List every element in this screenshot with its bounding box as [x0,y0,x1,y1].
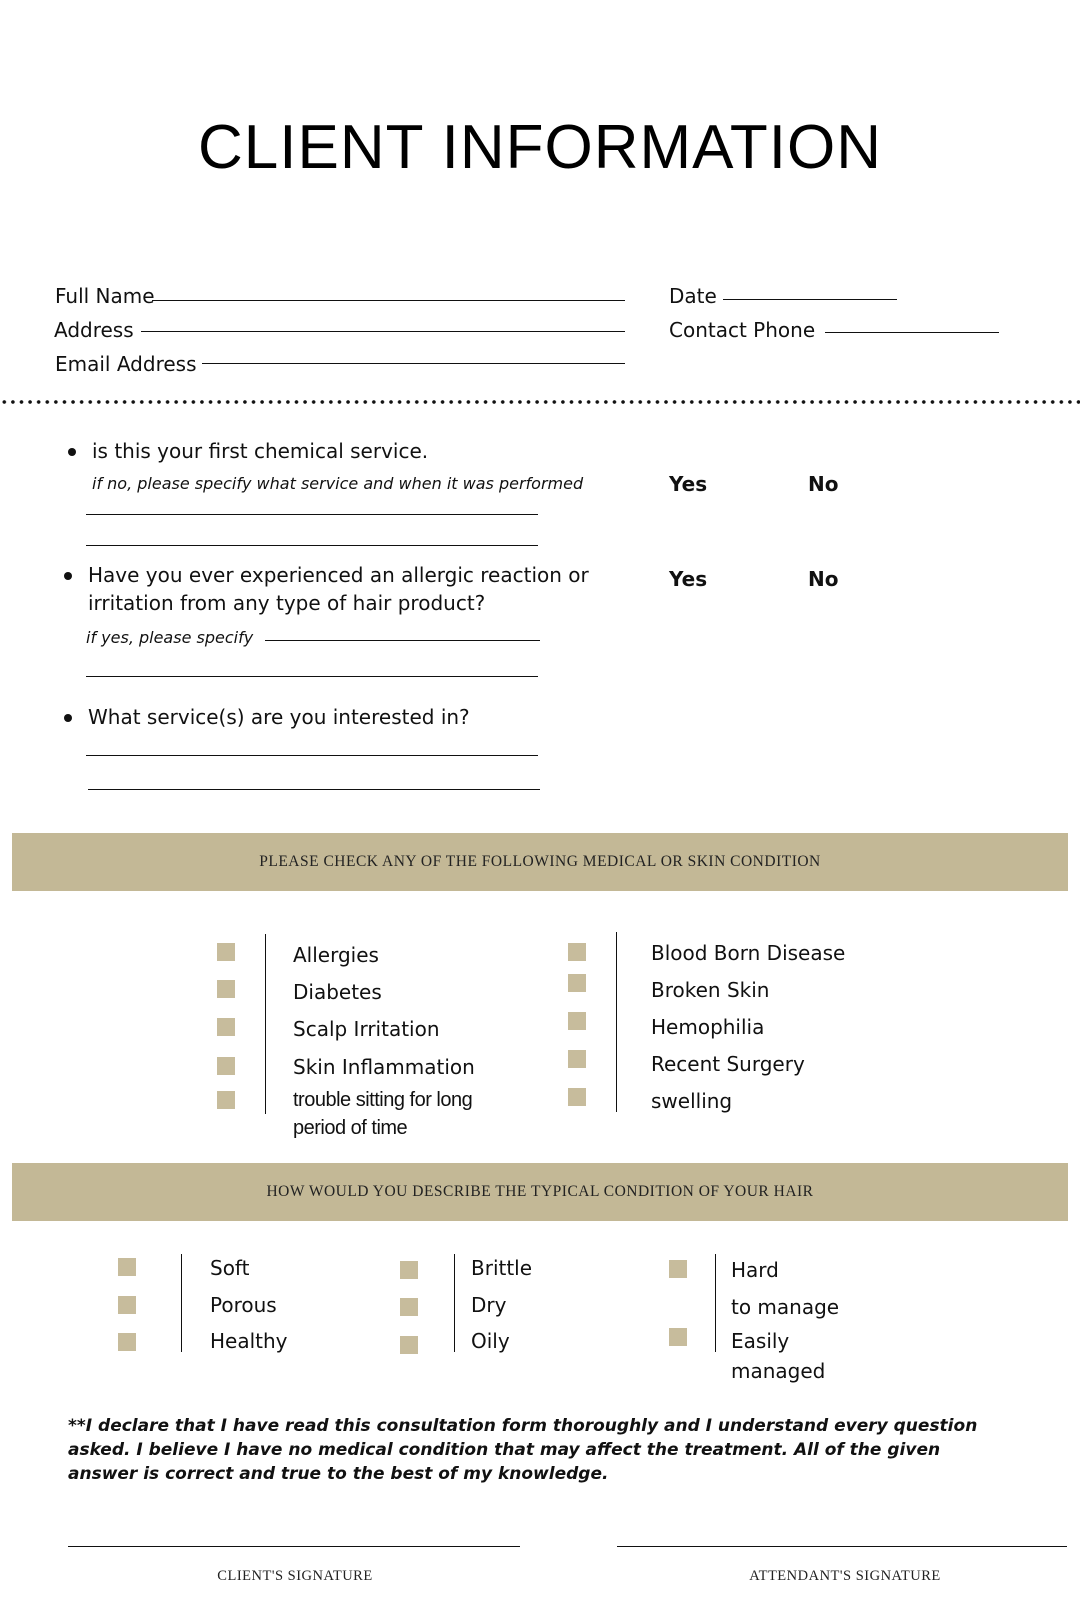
condition-swelling: swelling [651,1089,733,1113]
dotted-divider [0,399,1080,405]
bullet [68,448,76,456]
checkbox-oily[interactable] [400,1336,418,1354]
page-title: CLIENT INFORMATION [198,113,882,182]
date-input-line[interactable] [723,299,897,300]
attendant-signature-line[interactable] [617,1546,1067,1547]
address-input-line[interactable] [141,331,625,332]
hair-managed: managed [731,1359,826,1383]
hair-heading-band [12,1163,1068,1221]
full-name-input-line[interactable] [152,300,625,301]
condition-recent-surgery: Recent Surgery [651,1052,805,1076]
q1-answer-line-2[interactable] [86,545,538,546]
question-allergic-reaction-line1: Have you ever experienced an allergic reaction or [88,563,589,587]
q2-yes-option[interactable]: Yes [669,567,708,591]
hair-hard: Hard [731,1258,779,1282]
contact-phone-input-line[interactable] [825,332,999,333]
checkbox-brittle[interactable] [400,1261,418,1279]
hair-col2-divider [454,1254,455,1352]
hair-soft: Soft [210,1256,250,1280]
checkbox-dry[interactable] [400,1298,418,1316]
date-label: Date [669,284,717,308]
hair-col3-divider [715,1254,716,1352]
question-allergic-reaction-line2: irritation from any type of hair product? [88,591,486,615]
question-first-chemical-note: if no, please specify what service and when it was performed [92,474,584,493]
checkbox-recent-surgery[interactable] [568,1050,586,1068]
condition-hemophilia: Hemophilia [651,1015,765,1039]
hair-brittle: Brittle [471,1256,533,1280]
declaration-text: **I declare that I have read this consultation form thoroughly and I understand every question asked. I believe I have no medical condition that may affect the treatment. All of the given answer is correct and true to the best of my knowledge. [68,1416,978,1484]
bullet [64,572,72,580]
checkbox-allergies[interactable] [217,943,235,961]
condition-trouble-sitting-line2: period of time [293,1117,408,1139]
address-label: Address [54,318,134,342]
question-services-interested: What service(s) are you interested in? [88,705,470,729]
q3-answer-line-1[interactable] [86,755,538,756]
question-first-chemical: is this your first chemical service. [92,439,429,463]
medical-heading-band [12,833,1068,891]
q1-yes-option[interactable]: Yes [669,472,708,496]
bullet [64,714,72,722]
condition-diabetes: Diabetes [293,980,382,1004]
hair-oily: Oily [471,1329,510,1353]
checkbox-hemophilia[interactable] [568,1012,586,1030]
condition-allergies: Allergies [293,943,379,967]
q2-no-option[interactable]: No [808,567,839,591]
q2-answer-line[interactable] [86,676,538,677]
attendant-signature-label: ATTENDANT'S SIGNATURE [749,1568,941,1584]
condition-skin-inflammation: Skin Inflammation [293,1055,475,1079]
checkbox-skin-inflammation[interactable] [217,1057,235,1075]
medical-right-divider [616,932,617,1112]
checkbox-porous[interactable] [118,1296,136,1314]
checkbox-diabetes[interactable] [217,980,235,998]
q3-answer-line-2[interactable] [88,789,540,790]
checkbox-broken-skin[interactable] [568,974,586,992]
condition-trouble-sitting-line1: trouble sitting for long [293,1089,473,1111]
hair-easily: Easily [731,1329,790,1353]
condition-broken-skin: Broken Skin [651,978,770,1002]
q1-no-option[interactable]: No [808,472,839,496]
hair-to-manage: to manage [731,1295,840,1319]
condition-scalp-irritation: Scalp Irritation [293,1017,440,1041]
email-label: Email Address [55,352,197,376]
contact-phone-label: Contact Phone [669,318,816,342]
question-allergic-note: if yes, please specify [86,628,254,647]
hair-dry: Dry [471,1293,507,1317]
hair-col1-divider [181,1254,182,1352]
medical-left-divider [265,934,266,1114]
checkbox-easily-managed[interactable] [669,1328,687,1346]
checkbox-hard-to-manage[interactable] [669,1260,687,1278]
full-name-label: Full Name [55,284,155,308]
checkbox-soft[interactable] [118,1258,136,1276]
client-signature-label: CLIENT'S SIGNATURE [217,1568,373,1584]
email-input-line[interactable] [202,363,625,364]
q1-answer-line-1[interactable] [86,514,538,515]
checkbox-trouble-sitting[interactable] [217,1091,235,1109]
hair-porous: Porous [210,1293,277,1317]
checkbox-blood-born-disease[interactable] [568,943,586,961]
checkbox-scalp-irritation[interactable] [217,1018,235,1036]
hair-heading: HOW WOULD YOU DESCRIBE THE TYPICAL CONDITION OF YOUR HAIR [266,1183,814,1200]
condition-blood-born-disease: Blood Born Disease [651,941,846,965]
medical-heading: PLEASE CHECK ANY OF THE FOLLOWING MEDICAL OR SKIN CONDITION [259,853,821,870]
checkbox-healthy[interactable] [118,1333,136,1351]
client-signature-line[interactable] [68,1546,520,1547]
hair-healthy: Healthy [210,1329,288,1353]
checkbox-swelling[interactable] [568,1088,586,1106]
q2-specify-line[interactable] [265,640,540,641]
